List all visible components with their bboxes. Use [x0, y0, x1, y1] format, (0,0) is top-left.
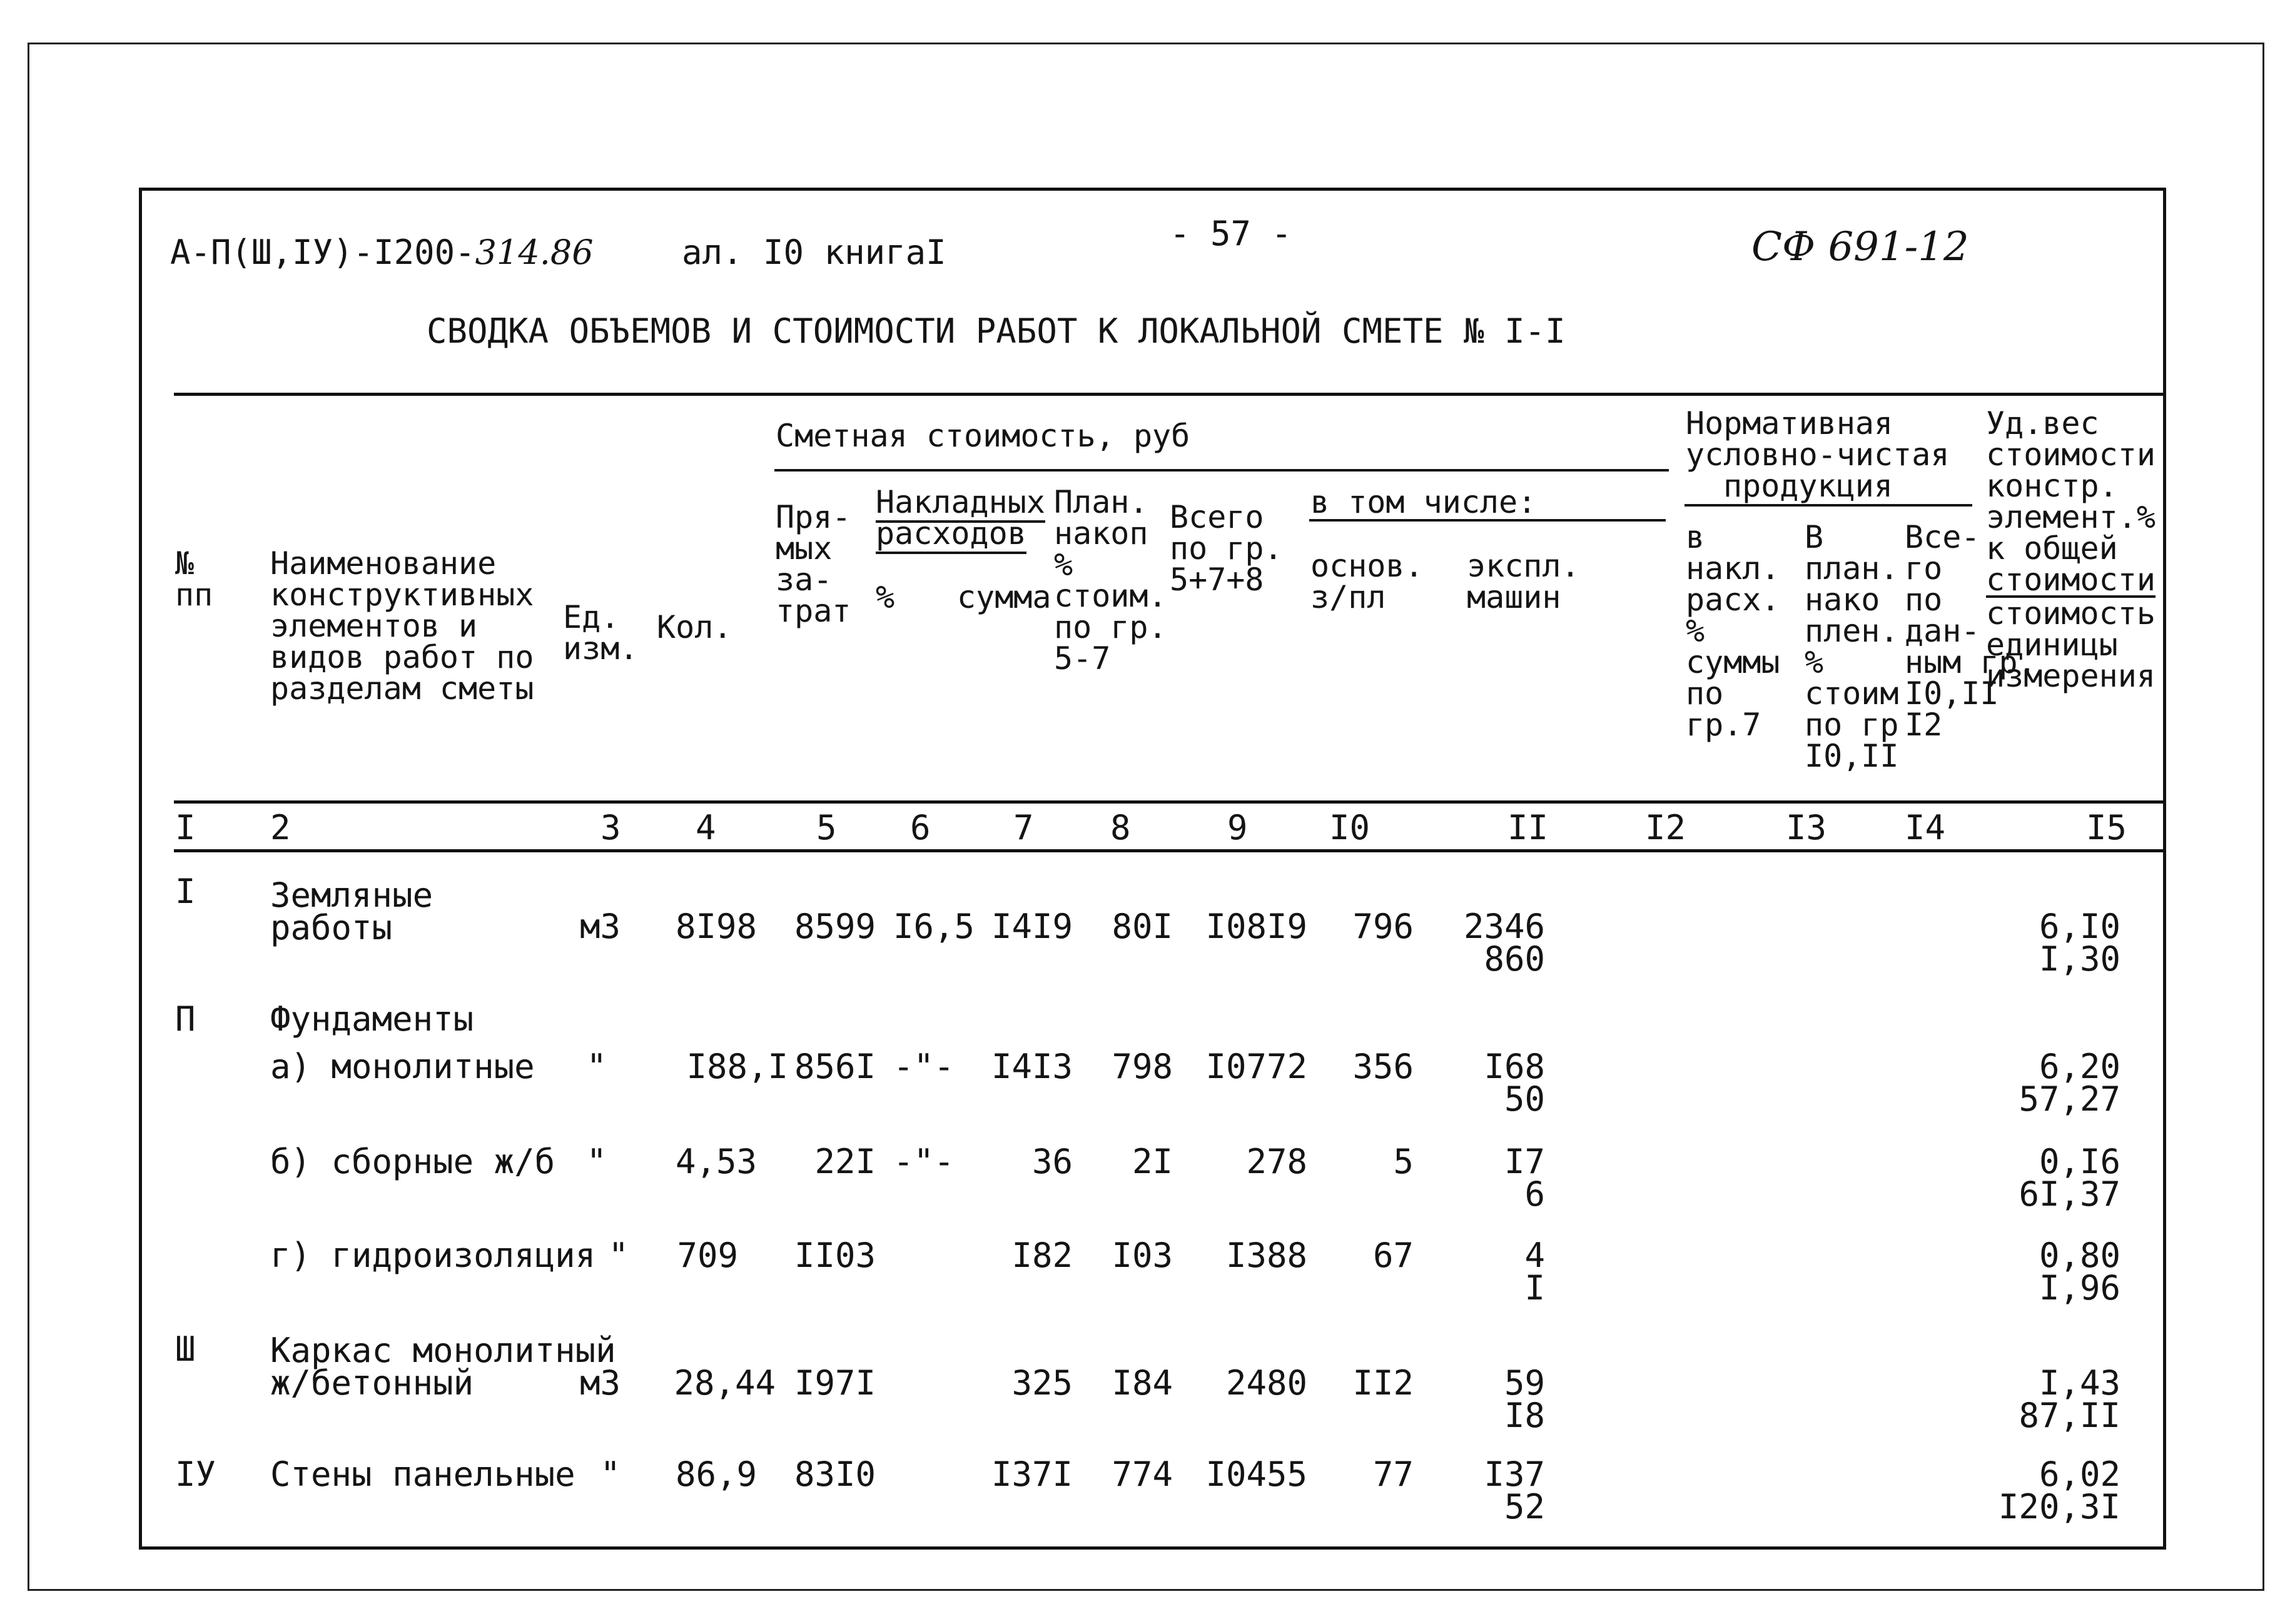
colnum: 8 [1110, 808, 1131, 847]
row-share: 6,I0 I,30 [2039, 907, 2120, 979]
row-number: IУ [175, 1455, 216, 1494]
row-total: 278 [1246, 1142, 1307, 1181]
row-direct: I97I [794, 1363, 876, 1403]
row-total: 2480 [1225, 1363, 1307, 1403]
colnum: I0 [1329, 808, 1370, 847]
header-total: Всего по гр. 5+7+8 [1170, 499, 1283, 598]
header-bottom-rule [174, 800, 2163, 804]
colnum: I3 [1786, 808, 1827, 847]
header-estimate-group: Сметная стоимость, руб [776, 418, 1190, 454]
row-share: 6,02 I20,3I [1998, 1455, 2120, 1526]
row-qty: 8I98 [675, 907, 757, 946]
estimate-group-rule [774, 469, 1669, 472]
row-direct: 83I0 [794, 1455, 876, 1494]
header-machines: экспл. машин [1467, 548, 1580, 615]
album-label: ал. I0 книгаI [682, 233, 946, 272]
row-wages: 356 [1352, 1047, 1414, 1086]
row-machines: I7 6 [1504, 1142, 1545, 1214]
header-overhead-group: Накладных расходов [876, 487, 1063, 549]
header-share: Уд.вес стоимости констр. элемент.% к общей стоимости стоимость единицы измерения [1986, 405, 2156, 694]
header-direct: Пря- мых за- трат [776, 499, 851, 629]
row-machines: 4 I [1524, 1236, 1545, 1308]
row-share: I,43 87,II [2019, 1363, 2120, 1435]
row-overhead-sum: I4I9 [991, 907, 1073, 946]
row-overhead-sum: I4I3 [991, 1047, 1073, 1086]
row-qty: 709 [677, 1236, 738, 1275]
row-unit: " [586, 1047, 607, 1086]
row-planned: 798 [1112, 1047, 1173, 1086]
row-name: Земляные работы [270, 875, 433, 947]
colnum: 7 [1013, 808, 1034, 847]
row-name: Каркас монолитный ж/бетонный [270, 1331, 616, 1403]
row-direct: 8599 [794, 907, 876, 946]
header-name: Наименование конструктивных элементов и видов работ по разделам сметы [270, 545, 534, 707]
row-name: б) сборные ж/б [270, 1142, 555, 1181]
sheet-code-handwritten: 314.86 [475, 233, 594, 272]
row-number: П [175, 999, 196, 1039]
row-overhead-pct: I6,5 [893, 907, 975, 946]
norm-group-rule [1685, 504, 1972, 507]
header-norm-group: Нормативная условно-чистая продукция [1686, 405, 1950, 504]
header-norm-planned: В план. нако плен. % стоим по гр I0,II [1805, 519, 1899, 774]
row-share: 0,I6 6I,37 [2019, 1142, 2120, 1214]
row-wages: 67 [1372, 1236, 1414, 1275]
stamp-handwritten: СФ 691-12 [1751, 224, 1969, 270]
row-name: Стены панельные [270, 1455, 575, 1494]
row-overhead-pct: -"- [893, 1047, 955, 1086]
row-total: I08I9 [1205, 907, 1307, 946]
row-wages: 796 [1352, 907, 1414, 946]
row-name: а) монолитные [270, 1047, 535, 1086]
row-overhead-sum: I82 [1011, 1236, 1073, 1275]
row-direct: 856I [794, 1047, 876, 1086]
header-planned: План. накоп % стоим. по гр. 5-7 [1054, 484, 1167, 677]
row-direct: II03 [794, 1236, 876, 1275]
row-planned: I03 [1112, 1236, 1173, 1275]
header-overhead-pct: % [876, 579, 895, 615]
row-share: 6,20 57,27 [2019, 1047, 2120, 1119]
row-unit: м3 [579, 907, 621, 946]
row-machines: 59 I8 [1504, 1363, 1545, 1435]
row-planned: 2I [1132, 1142, 1173, 1181]
colnum-bottom-rule [174, 849, 2163, 852]
colnum: I4 [1905, 808, 1946, 847]
colnum: 5 [816, 808, 837, 847]
document-title: СВОДКА ОБЪЕМОВ И СТОИМОСТИ РАБОТ К ЛОКАЛЬНОЙ СМЕТЕ № I-I [427, 311, 1566, 351]
row-wages: 5 [1393, 1142, 1414, 1181]
row-share: 0,80 I,96 [2039, 1236, 2120, 1308]
row-unit: " [600, 1455, 621, 1494]
row-planned: 80I [1112, 907, 1173, 946]
table-top-rule [174, 393, 2163, 396]
page-number: - 57 - [1170, 214, 1292, 253]
row-name: г) гидроизоляция [270, 1236, 596, 1275]
row-overhead-sum: 325 [1011, 1363, 1073, 1403]
row-total: I0772 [1205, 1047, 1307, 1086]
header-overhead-sum: сумма [957, 579, 1051, 615]
row-qty: 4,53 [675, 1142, 757, 1181]
row-unit: " [586, 1142, 607, 1181]
row-qty: 86,9 [675, 1455, 757, 1494]
colnum: 4 [696, 808, 716, 847]
colnum: I [175, 808, 196, 847]
row-number: Ш [175, 1329, 196, 1369]
header-qty: Кол. [657, 609, 732, 645]
header-wages: основ. з/пл [1310, 548, 1424, 615]
row-overhead-sum: 36 [1031, 1142, 1073, 1181]
row-planned: 774 [1112, 1455, 1173, 1494]
row-planned: I84 [1112, 1363, 1173, 1403]
colnum: 3 [600, 808, 621, 847]
row-total: I0455 [1205, 1455, 1307, 1494]
colnum: I2 [1645, 808, 1686, 847]
row-wages: II2 [1352, 1363, 1414, 1403]
header-unit: Ед. изм. [563, 599, 639, 667]
sheet-code-prefix: А-П(Ш,IУ)-I200- [170, 233, 475, 272]
row-number: I [175, 872, 196, 911]
row-wages: 77 [1372, 1455, 1414, 1494]
colnum: 6 [910, 808, 931, 847]
header-norm-overhead: в накл. расх. % суммы по гр.7 [1686, 519, 1780, 743]
header-no: № пп [175, 545, 213, 613]
row-unit: м3 [579, 1363, 621, 1403]
row-name: Фундаменты [270, 999, 474, 1039]
header-norm-total: Все- го по дан- ным гр. I0,II I2 [1905, 519, 2037, 743]
colnum: 2 [270, 808, 291, 847]
colnum: I5 [2086, 808, 2127, 847]
row-qty: I88,I [686, 1047, 788, 1086]
row-qty: 28,44 [674, 1363, 776, 1403]
colnum: II [1507, 808, 1549, 847]
row-machines: I37 52 [1484, 1455, 1545, 1526]
row-machines: I68 50 [1484, 1047, 1545, 1119]
row-total: I388 [1225, 1236, 1307, 1275]
row-machines: 2346 860 [1463, 907, 1545, 979]
header-incl-group: в том числе: [1310, 484, 1537, 520]
row-overhead-pct: -"- [893, 1142, 955, 1181]
sheet-code [170, 233, 594, 272]
colnum: 9 [1227, 808, 1248, 847]
row-unit: " [608, 1236, 629, 1275]
row-direct: 22I [814, 1142, 876, 1181]
row-overhead-sum: I37I [991, 1455, 1073, 1494]
